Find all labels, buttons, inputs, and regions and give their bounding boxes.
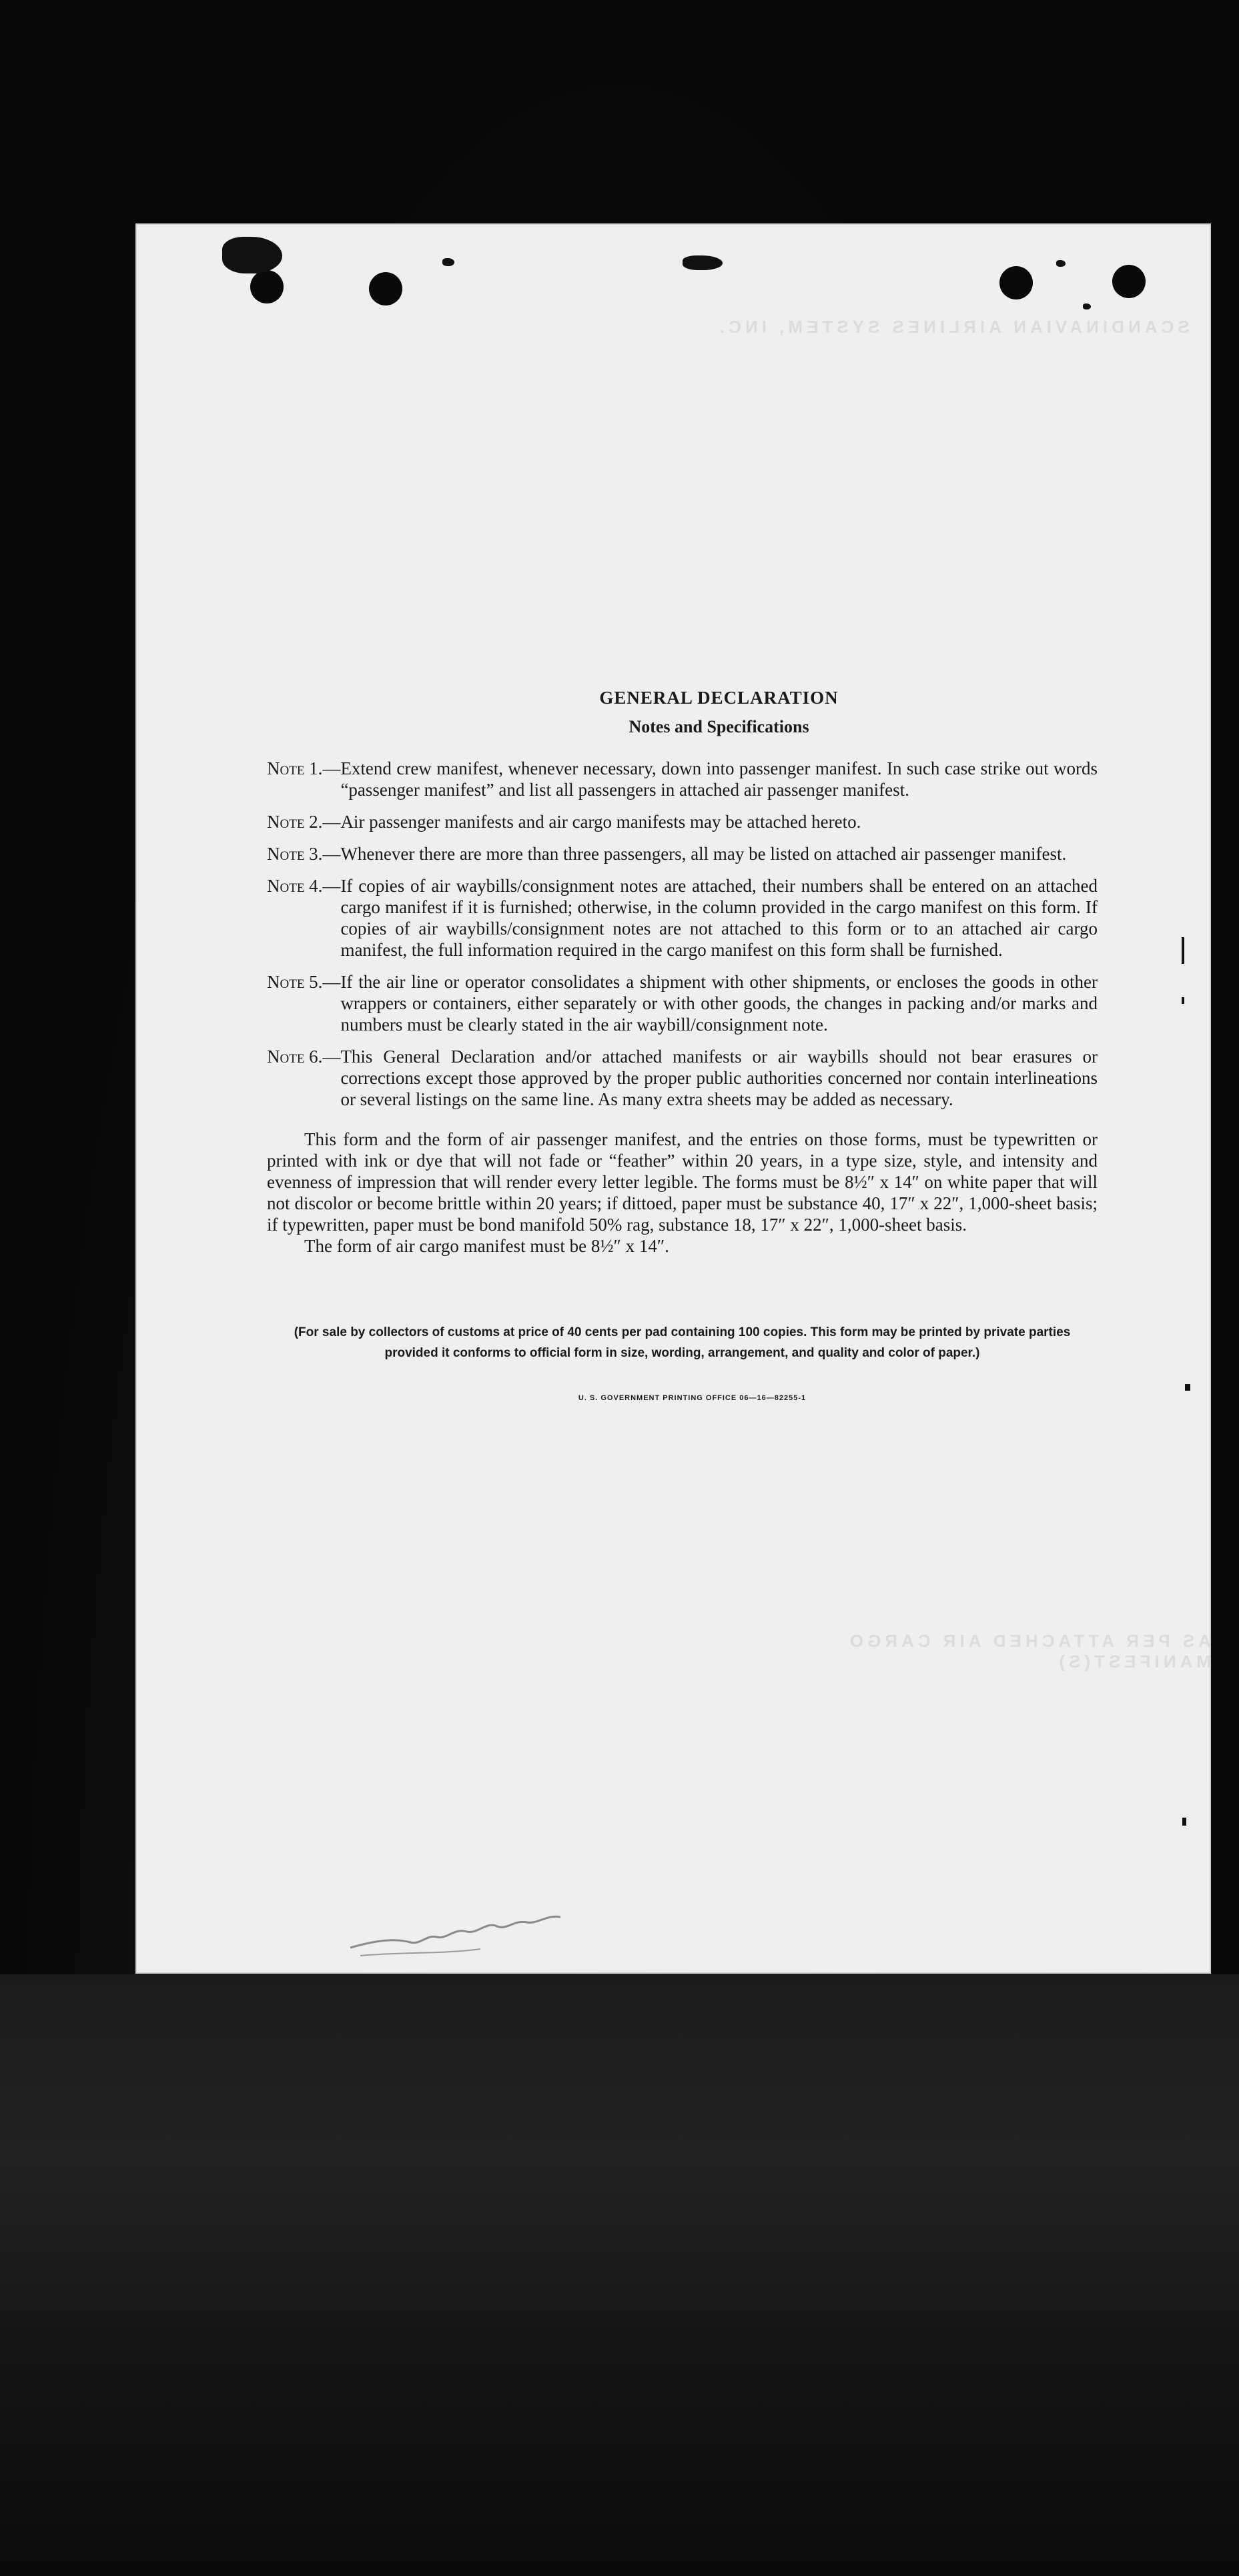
ink-blot xyxy=(1083,303,1091,309)
note-label: Note 3.— xyxy=(267,844,341,864)
handwritten-signature xyxy=(347,1908,567,1968)
note-6 xyxy=(267,1046,1098,1110)
note-text: Air passenger manifests and air cargo manifests may be attached hereto. xyxy=(340,812,861,832)
edge-mark xyxy=(1185,1384,1190,1391)
declaration-content xyxy=(267,687,1098,1409)
note-text: If copies of air waybills/consignment notes are attached, their numbers shall be entered on an attached cargo manifest if it is furnished; otherwise, in the column provided in the cargo manifest on this form. If copies of air waybills/consignment notes are not attached to this form or to an attached air cargo manifest, the full information required in the cargo manifest on this form shall be furnished. xyxy=(340,876,1098,960)
bleed-through-lower: AS PER ATTACHED AIR CARGO MANIFEST(S) xyxy=(845,1631,1211,1672)
note-text: This General Declaration and/or attached manifests or air waybills should not bear erasures or corrections except those approved by the proper public authorities concerned nor contain interlineations or several listings on the same line. As many extra sheets may be added as necessary. xyxy=(340,1047,1098,1109)
ink-blot xyxy=(683,255,723,270)
note-2 xyxy=(267,811,1098,832)
page-title: GENERAL DECLARATION xyxy=(599,688,839,708)
punch-hole-left-2 xyxy=(369,272,402,305)
note-4 xyxy=(267,875,1098,960)
edge-mark xyxy=(1182,1818,1186,1826)
note-text: If the air line or operator consolidates a shipment with other shipments, or encloses the goods in other wrappers or containers, either separately or with other goods, the changes in packing and/or marks and numbers must be clearly stated in the air waybill/consignment note. xyxy=(340,972,1098,1035)
bleed-through-top: SCANDINAVIAN AIRLINES SYSTEM, INC. xyxy=(716,317,1190,337)
page-subtitle: Notes and Specifications xyxy=(629,717,809,736)
note-label: Note 5.— xyxy=(267,972,341,992)
note-label: Note 2.— xyxy=(267,812,341,832)
punch-hole-right-1 xyxy=(999,266,1033,299)
form-specification-paragraph: This form and the form of air passenger manifest, and the entries on those forms, must be typewritten or printed with ink or dye that will not fade or “feather” within 20 years, in a type size, style, and intensity and evenness of impression that will render every letter legible. The forms must be 8½″ x 14″ on white paper that will not discolor or become brittle within 20 years; if dittoed, paper must be substance 40, 17″ x 22″, 1,000-sheet basis; if typewritten, paper must be bond manifold 50% rag, substance 18, 17″ x 22″, 1,000-sheet basis. xyxy=(267,1129,1098,1235)
note-label: Note 6.— xyxy=(267,1047,341,1067)
cargo-manifest-size-paragraph: The form of air cargo manifest must be 8½″ x 14″. xyxy=(304,1236,669,1256)
film-lower-band xyxy=(0,1974,1239,2576)
note-label: Note 1.— xyxy=(267,758,341,778)
edge-mark xyxy=(1182,937,1184,964)
note-text: Whenever there are more than three passengers, all may be listed on attached air passenger manifest. xyxy=(340,844,1067,864)
ink-blot xyxy=(222,237,282,273)
punch-hole-left-1 xyxy=(250,270,284,303)
note-label: Note 4.— xyxy=(267,876,341,896)
sale-notice: (For sale by collectors of customs at price of 40 cents per pad containing 100 copies. This form may be printed by private parties provided it conforms to official form in size, wording, arrangement, and quality and color of paper.) xyxy=(294,1325,1071,1360)
ink-blot xyxy=(1056,260,1066,267)
punch-hole-right-2 xyxy=(1112,265,1146,298)
note-3 xyxy=(267,843,1098,864)
note-1 xyxy=(267,758,1098,800)
printer-imprint: U. S. GOVERNMENT PRINTING OFFICE 06—16—82255-1 xyxy=(578,1394,807,1402)
note-text: Extend crew manifest, whenever necessary, down into passenger manifest. In such case strike out words “passenger manifest” and list all passengers in attached air passenger manifest. xyxy=(340,758,1098,800)
ink-blot xyxy=(442,258,454,266)
note-5 xyxy=(267,971,1098,1035)
edge-mark xyxy=(1182,997,1184,1004)
